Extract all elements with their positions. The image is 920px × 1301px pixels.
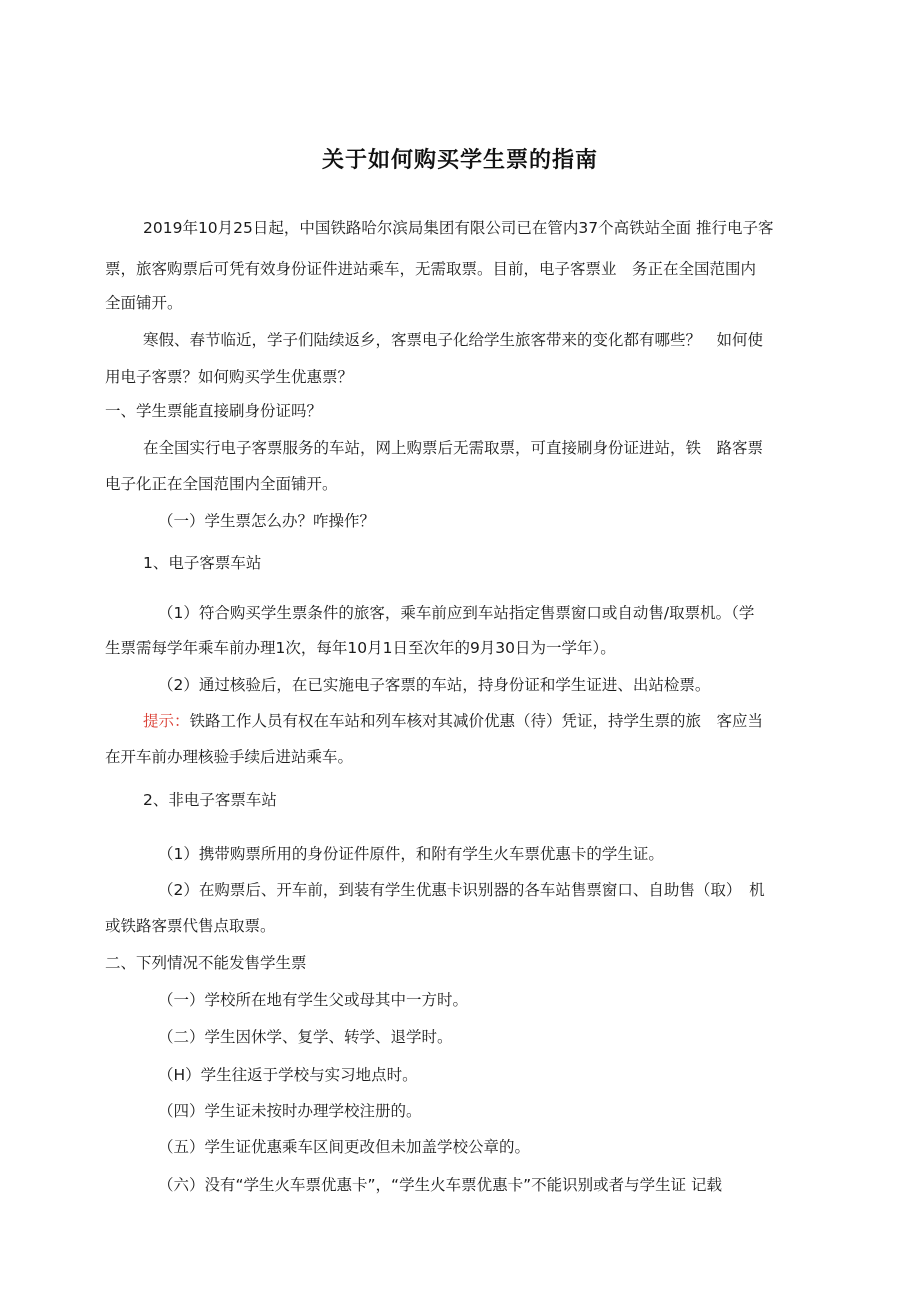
item-1-heading: 1、电子客票车站 [143,554,262,572]
paragraph-2-line-2: 用电子客票？如何购买学生优惠票？ [105,368,354,386]
list-item: （五）学生证优惠乘车区间更改但未加盖学校公章的。 [158,1138,531,1156]
list-item: （H）学生往返于学校与实习地点时。 [158,1066,418,1084]
paragraph-1-line-2: 票，旅客购票后可凭有效身份证件进站乘车，无需取票。目前，电子客票业 务正在全国范围内 [105,260,757,278]
hint-label: 提示： [143,712,190,730]
list-item: （四）学生证未按时办理学校注册的。 [158,1102,422,1120]
section-1-heading: 一、学生票能直接刷身份证吗？ [105,402,323,420]
subsection-1-heading: （一）学生票怎么办？咋操作？ [158,512,376,530]
paragraph-4-line-2: 生票需每学年乘车前办理1次，每年10月1日至次年的9月30日为一学年）。 [105,639,616,657]
paragraph-4-line-1: （1）符合购买学生票条件的旅客，乘车前应到车站指定售票窗口或自动售/取票机。（学 [158,604,755,622]
list-item: （六）没有“学生火车票优惠卡”，“学生火车票优惠卡”不能识别或者与学生证 记载 [158,1176,723,1194]
paragraph-8-line-1: （2）在购票后、开车前，到装有学生优惠卡识别器的各车站售票窗口、自助售（取） 机 [158,881,765,899]
paragraph-3-line-2: 电子化正在全国范围内全面铺开。 [105,475,338,493]
item-2-heading: 2、非电子客票车站 [143,791,277,809]
paragraph-5: （2）通过核验后，在已实施电子客票的车站，持身份证和学生证进、出站检票。 [158,676,711,694]
paragraph-6-line-2: 在开车前办理核验手续后进站乘车。 [105,748,354,766]
paragraph-8-line-2: 或铁路客票代售点取票。 [105,917,276,935]
paragraph-6-line-1 [143,711,763,731]
hint-text: 铁路工作人员有权在车站和列车核对其减价优惠（待）凭证，持学生票的旅 客应当 [189,712,764,730]
paragraph-7: （1）携带购票所用的身份证件原件，和附有学生火车票优惠卡的学生证。 [158,845,664,863]
list-item: （一）学校所在地有学生父或母其中一方时。 [158,991,469,1009]
paragraph-2-line-1: 寒假、春节临近，学子们陆续返乡，客票电子化给学生旅客带来的变化都有哪些？ 如何使 [143,331,764,349]
document-title: 关于如何购买学生票的指南 [321,148,598,173]
paragraph-1-line-3: 全面铺开。 [105,294,183,312]
section-2-heading: 二、下列情况不能发售学生票 [105,954,307,972]
paragraph-3-line-1: 在全国实行电子客票服务的车站，网上购票后无需取票，可直接刷身份证进站，铁 路客票 [143,439,764,457]
list-item: （二）学生因休学、复学、转学、退学时。 [158,1028,453,1046]
paragraph-1-line-1: 2019年10月25日起，中国铁路哈尔滨局集团有限公司已在管内37个高铁站全面 推行电子客 [143,219,774,237]
